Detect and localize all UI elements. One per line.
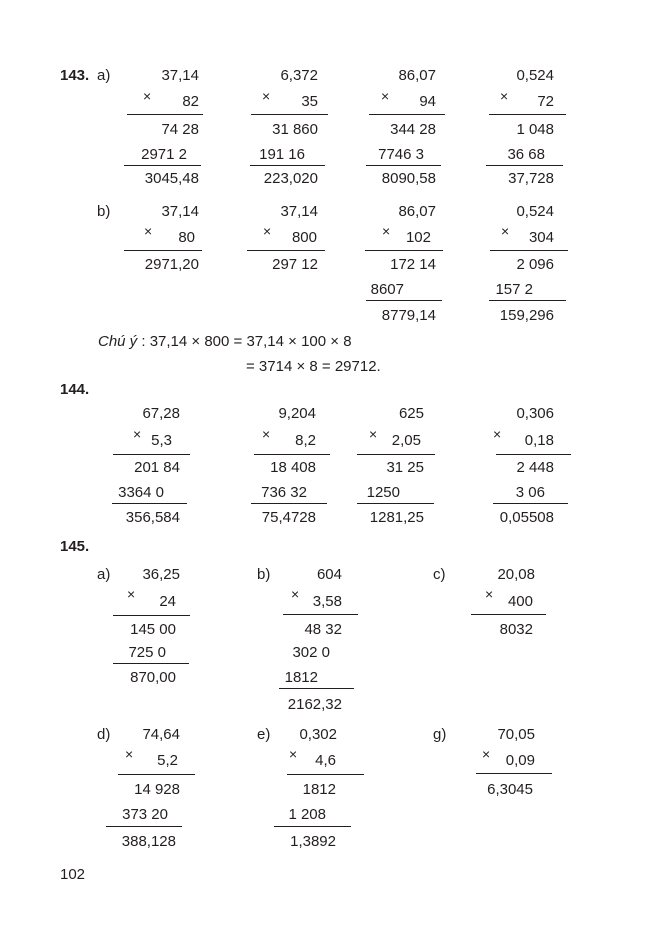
product: 2971,20 xyxy=(144,256,199,273)
multiplicand: 20,08 xyxy=(497,566,535,583)
rule-line xyxy=(250,165,325,166)
multiplicand: 37,14 xyxy=(161,203,199,220)
multiplicand: 36,25 xyxy=(142,566,180,583)
multiplier: 82 xyxy=(182,93,199,110)
rule-line xyxy=(124,250,202,251)
product: 3045,48 xyxy=(144,170,199,187)
multiplier: 800 xyxy=(291,229,317,246)
problem-number: 145. xyxy=(60,538,90,555)
rule-line xyxy=(476,773,552,774)
part-label: c) xyxy=(433,566,446,583)
note-line xyxy=(98,333,352,350)
multiplier: 0,18 xyxy=(524,432,554,449)
multiply-sign: × xyxy=(133,426,142,442)
partial-product: 2 096 xyxy=(516,256,554,273)
product: 1281,25 xyxy=(369,509,424,526)
rule-line xyxy=(369,114,445,115)
multiplier: 24 xyxy=(159,593,176,610)
product: 1,3892 xyxy=(290,833,336,850)
multiplier: 80 xyxy=(178,229,195,246)
product: 870,00 xyxy=(130,669,176,686)
multiplicand: 37,14 xyxy=(161,67,199,84)
rule-line xyxy=(283,614,358,615)
multiplier: 94 xyxy=(419,93,436,110)
multiplier: 35 xyxy=(301,93,318,110)
rule-line xyxy=(254,454,330,455)
multiply-sign: × xyxy=(263,223,272,239)
partial-product: 201 84 xyxy=(134,459,180,476)
rule-line xyxy=(287,774,364,775)
rule-line xyxy=(471,614,546,615)
multiplier: 72 xyxy=(537,93,554,110)
multiply-sign: × xyxy=(291,586,300,602)
rule-line xyxy=(366,300,442,301)
product: 388,128 xyxy=(121,833,176,850)
rule-line xyxy=(251,503,327,504)
partial-product: 31 860 xyxy=(272,121,318,138)
rule-line xyxy=(251,114,328,115)
multiplier: 400 xyxy=(507,593,533,610)
rule-line xyxy=(489,300,566,301)
product: 8032 xyxy=(499,621,533,638)
partial-product: 725 0 xyxy=(128,644,166,661)
multiplier: 2,05 xyxy=(391,432,421,449)
multiplicand: 86,07 xyxy=(398,203,436,220)
rule-line xyxy=(493,503,568,504)
partial-product: 14 928 xyxy=(134,781,180,798)
rule-line xyxy=(112,503,187,504)
product: 356,584 xyxy=(125,509,180,526)
multiply-sign: × xyxy=(382,223,391,239)
multiplicand: 9,204 xyxy=(278,405,316,422)
note-text: : 37,14 × 800 = 37,14 × 100 × 8 xyxy=(137,333,352,350)
multiplier: 4,6 xyxy=(315,752,336,769)
note-line: = 3714 × 8 = 29712. xyxy=(246,358,381,375)
multiply-sign: × xyxy=(493,426,502,442)
rule-line xyxy=(366,165,441,166)
multiplicand: 86,07 xyxy=(398,67,436,84)
rule-line xyxy=(496,454,571,455)
note-label: Chú ý xyxy=(98,333,138,350)
multiply-sign: × xyxy=(369,426,378,442)
rule-line xyxy=(127,114,203,115)
partial-product: 344 28 xyxy=(390,121,436,138)
part-label: b) xyxy=(257,566,271,583)
rule-line xyxy=(247,250,325,251)
product: 2162,32 xyxy=(287,696,342,713)
multiplicand: 625 xyxy=(398,405,424,422)
partial-product: 191 16 xyxy=(259,146,305,163)
product: 297 12 xyxy=(272,256,318,273)
multiplier: 5,2 xyxy=(157,752,178,769)
product: 159,296 xyxy=(499,307,554,324)
part-label: a) xyxy=(97,67,111,84)
partial-product: 74 28 xyxy=(161,121,199,138)
rule-line xyxy=(106,826,182,827)
partial-product: 1812 xyxy=(302,781,336,798)
rule-line xyxy=(365,250,443,251)
rule-line xyxy=(274,826,351,827)
part-label: b) xyxy=(97,203,111,220)
part-label: a) xyxy=(97,566,111,583)
multiplier: 8,2 xyxy=(295,432,316,449)
product: 6,3045 xyxy=(487,781,533,798)
multiplier: 102 xyxy=(405,229,431,246)
part-label: g) xyxy=(433,726,447,743)
partial-product: 157 2 xyxy=(495,281,533,298)
partial-product: 145 00 xyxy=(130,621,176,638)
partial-product: 3364 0 xyxy=(118,484,164,501)
multiply-sign: × xyxy=(262,88,271,104)
multiply-sign: × xyxy=(262,426,271,442)
partial-product: 8607 xyxy=(370,281,404,298)
product: 8779,14 xyxy=(381,307,436,324)
partial-product: 1 208 xyxy=(288,806,326,823)
rule-line xyxy=(113,615,190,616)
product: 75,4728 xyxy=(261,509,316,526)
partial-product: 3 06 xyxy=(515,484,545,501)
partial-product: 31 25 xyxy=(386,459,424,476)
multiplier: 304 xyxy=(528,229,554,246)
part-label: e) xyxy=(257,726,271,743)
multiplicand: 0,306 xyxy=(516,405,554,422)
multiply-sign: × xyxy=(289,746,298,762)
multiplicand: 0,302 xyxy=(299,726,337,743)
rule-line xyxy=(489,114,566,115)
rule-line xyxy=(279,688,354,689)
multiplicand: 67,28 xyxy=(142,405,180,422)
multiplicand: 0,524 xyxy=(516,203,554,220)
partial-product: 48 32 xyxy=(304,621,342,638)
problem-number: 144. xyxy=(60,381,90,398)
multiply-sign: × xyxy=(125,746,134,762)
partial-product: 1250 xyxy=(366,484,400,501)
multiplicand: 604 xyxy=(316,566,342,583)
product: 0,05508 xyxy=(499,509,554,526)
partial-product: 1812 xyxy=(284,669,318,686)
partial-product: 7746 3 xyxy=(378,146,424,163)
multiplicand: 74,64 xyxy=(142,726,180,743)
rule-line xyxy=(486,165,563,166)
multiplicand: 70,05 xyxy=(497,726,535,743)
multiplicand: 37,14 xyxy=(280,203,318,220)
multiply-sign: × xyxy=(482,746,491,762)
multiplier: 5,3 xyxy=(151,432,172,449)
rule-line xyxy=(113,663,189,664)
rule-line xyxy=(113,454,190,455)
partial-product: 736 32 xyxy=(261,484,307,501)
rule-line xyxy=(118,774,195,775)
rule-line xyxy=(124,165,201,166)
multiplicand: 0,524 xyxy=(516,67,554,84)
multiply-sign: × xyxy=(144,223,153,239)
partial-product: 302 0 xyxy=(292,644,330,661)
partial-product: 36 68 xyxy=(507,146,545,163)
multiply-sign: × xyxy=(500,88,509,104)
product: 37,728 xyxy=(508,170,554,187)
multiply-sign: × xyxy=(381,88,390,104)
part-label: d) xyxy=(97,726,111,743)
partial-product: 373 20 xyxy=(122,806,168,823)
multiplier: 3,58 xyxy=(312,593,342,610)
product: 8090,58 xyxy=(381,170,436,187)
multiplier: 0,09 xyxy=(505,752,535,769)
rule-line xyxy=(357,454,435,455)
partial-product: 1 048 xyxy=(516,121,554,138)
problem-number: 143. xyxy=(60,67,90,84)
multiplicand: 6,372 xyxy=(280,67,318,84)
partial-product: 172 14 xyxy=(390,256,436,273)
multiply-sign: × xyxy=(485,586,494,602)
multiply-sign: × xyxy=(143,88,152,104)
rule-line xyxy=(490,250,568,251)
partial-product: 2971 2 xyxy=(141,146,187,163)
partial-product: 2 448 xyxy=(516,459,554,476)
partial-product: 18 408 xyxy=(270,459,316,476)
multiply-sign: × xyxy=(501,223,510,239)
product: 223,020 xyxy=(263,170,318,187)
rule-line xyxy=(357,503,434,504)
multiply-sign: × xyxy=(127,586,136,602)
page-number: 102 xyxy=(60,866,86,883)
